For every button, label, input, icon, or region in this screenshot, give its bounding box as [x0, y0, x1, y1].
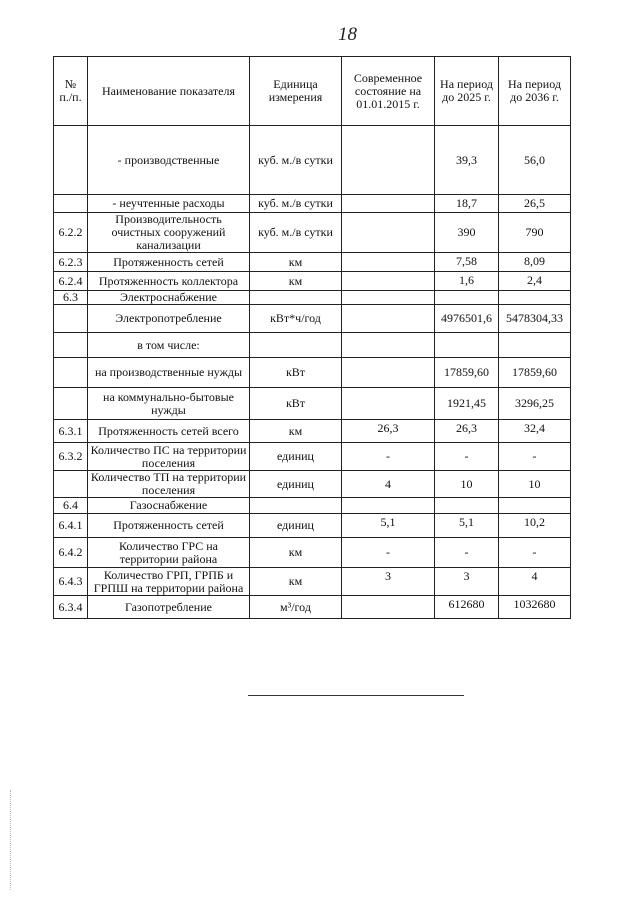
cell-num: 6.3.2: [54, 443, 88, 471]
cell-p2025: 1921,45: [435, 388, 499, 420]
cell-p2036: [499, 498, 571, 514]
cell-name: Электропотребление: [88, 305, 250, 333]
table-body: [54, 126, 571, 619]
cell-unit: км: [250, 568, 342, 596]
cell-unit: единиц: [250, 471, 342, 498]
cell-current: [342, 291, 435, 305]
cell-current: -: [342, 443, 435, 471]
cell-unit: [250, 291, 342, 305]
cell-unit: куб. м./в сутки: [250, 213, 342, 253]
cell-num: [54, 358, 88, 388]
table-row: [54, 126, 571, 195]
cell-name: - неучтенные расходы: [88, 195, 250, 213]
cell-name: Количество ГРП, ГРПБ и ГРПШ на территории района: [88, 568, 250, 596]
cell-current: -: [342, 538, 435, 568]
cell-p2036: 32,4: [499, 420, 571, 443]
table-row: [54, 358, 571, 388]
cell-num: 6.2.2: [54, 213, 88, 253]
cell-p2036: -: [499, 538, 571, 568]
cell-current: [342, 498, 435, 514]
cell-current: 3: [342, 568, 435, 596]
cell-name: на производственные нужды: [88, 358, 250, 388]
table-row: [54, 333, 571, 358]
cell-num: [54, 126, 88, 195]
cell-name: Газопотребление: [88, 596, 250, 619]
table-row: [54, 498, 571, 514]
cell-current: 4: [342, 471, 435, 498]
cell-num: 6.2.4: [54, 272, 88, 291]
cell-p2036: [499, 333, 571, 358]
cell-p2025: 5,1: [435, 514, 499, 538]
cell-unit: [250, 498, 342, 514]
cell-p2036: 5478304,33: [499, 305, 571, 333]
cell-p2025: 390: [435, 213, 499, 253]
cell-name: Электроснабжение: [88, 291, 250, 305]
cell-p2025: 17859,60: [435, 358, 499, 388]
cell-name: в том числе:: [88, 333, 250, 358]
cell-current: [342, 388, 435, 420]
cell-num: 6.3.4: [54, 596, 88, 619]
cell-unit: куб. м./в сутки: [250, 126, 342, 195]
cell-name: на коммунально-бытовые нужды: [88, 388, 250, 420]
cell-p2036: [499, 291, 571, 305]
cell-current: [342, 253, 435, 272]
cell-p2036: 4: [499, 568, 571, 596]
cell-num: [54, 333, 88, 358]
cell-p2025: [435, 333, 499, 358]
cell-num: 6.2.3: [54, 253, 88, 272]
cell-num: [54, 471, 88, 498]
table-row: [54, 253, 571, 272]
cell-unit: единиц: [250, 514, 342, 538]
cell-current: 5,1: [342, 514, 435, 538]
cell-unit: куб. м./в сутки: [250, 195, 342, 213]
cell-p2025: 26,3: [435, 420, 499, 443]
table-row: [54, 291, 571, 305]
header-current: Современное состояние на 01.01.2015 г.: [342, 57, 435, 126]
table-header-row: [54, 57, 571, 126]
cell-current: [342, 213, 435, 253]
header-unit: Единица измерения: [250, 57, 342, 126]
table-row: [54, 213, 571, 253]
cell-p2025: -: [435, 538, 499, 568]
cell-name: Количество ПС на территории поселения: [88, 443, 250, 471]
cell-p2025: 39,3: [435, 126, 499, 195]
cell-name: Газоснабжение: [88, 498, 250, 514]
cell-name: Количество ГРС на территории района: [88, 538, 250, 568]
cell-p2025: 1,6: [435, 272, 499, 291]
cell-unit: кВт: [250, 388, 342, 420]
cell-unit: м³/год: [250, 596, 342, 619]
table-row: [54, 443, 571, 471]
cell-name: - производственные: [88, 126, 250, 195]
cell-unit: км: [250, 420, 342, 443]
cell-num: [54, 195, 88, 213]
cell-name: Производительность очистных сооружений канализации: [88, 213, 250, 253]
header-num: № п./п.: [54, 57, 88, 126]
cell-p2036: 26,5: [499, 195, 571, 213]
cell-num: [54, 388, 88, 420]
cell-unit: км: [250, 253, 342, 272]
cell-p2025: 612680: [435, 596, 499, 619]
header-2025: На период до 2025 г.: [435, 57, 499, 126]
cell-p2025: -: [435, 443, 499, 471]
cell-current: [342, 272, 435, 291]
cell-current: [342, 126, 435, 195]
cell-name: Количество ТП на территории поселения: [88, 471, 250, 498]
cell-name: Протяженность коллектора: [88, 272, 250, 291]
cell-num: 6.4.3: [54, 568, 88, 596]
cell-p2036: 790: [499, 213, 571, 253]
cell-p2036: 17859,60: [499, 358, 571, 388]
table-row: [54, 596, 571, 619]
page-number: 18: [338, 24, 357, 45]
cell-p2036: -: [499, 443, 571, 471]
cell-name: Протяженность сетей: [88, 253, 250, 272]
cell-unit: км: [250, 272, 342, 291]
cell-name: Протяженность сетей: [88, 514, 250, 538]
cell-current: [342, 596, 435, 619]
cell-name: Протяженность сетей всего: [88, 420, 250, 443]
table-row: [54, 388, 571, 420]
cell-num: 6.3.1: [54, 420, 88, 443]
indicators-table: [53, 56, 571, 619]
table-row: [54, 195, 571, 213]
cell-p2036: 8,09: [499, 253, 571, 272]
cell-p2025: 3: [435, 568, 499, 596]
cell-current: [342, 333, 435, 358]
cell-unit: кВт*ч/год: [250, 305, 342, 333]
table-row: [54, 568, 571, 596]
margin-mark: [10, 790, 12, 890]
cell-num: 6.4: [54, 498, 88, 514]
cell-p2025: [435, 498, 499, 514]
cell-p2025: 18,7: [435, 195, 499, 213]
cell-current: [342, 358, 435, 388]
cell-p2036: 3296,25: [499, 388, 571, 420]
cell-unit: кВт: [250, 358, 342, 388]
cell-num: 6.4.1: [54, 514, 88, 538]
cell-current: [342, 195, 435, 213]
header-2036: На период до 2036 г.: [499, 57, 571, 126]
cell-unit: км: [250, 538, 342, 568]
cell-p2025: 7,58: [435, 253, 499, 272]
cell-current: [342, 305, 435, 333]
cell-unit: [250, 333, 342, 358]
cell-p2025: [435, 291, 499, 305]
cell-num: [54, 305, 88, 333]
bottom-rule: [248, 695, 464, 696]
table-row: [54, 420, 571, 443]
cell-p2036: 56,0: [499, 126, 571, 195]
table-row: [54, 272, 571, 291]
cell-p2036: 1032680: [499, 596, 571, 619]
cell-p2025: 10: [435, 471, 499, 498]
cell-p2036: 2,4: [499, 272, 571, 291]
table-row: [54, 305, 571, 333]
cell-p2036: 10,2: [499, 514, 571, 538]
table-row: [54, 514, 571, 538]
cell-p2036: 10: [499, 471, 571, 498]
cell-current: 26,3: [342, 420, 435, 443]
table-row: [54, 538, 571, 568]
cell-num: 6.4.2: [54, 538, 88, 568]
cell-p2025: 4976501,6: [435, 305, 499, 333]
cell-unit: единиц: [250, 443, 342, 471]
cell-num: 6.3: [54, 291, 88, 305]
table-row: [54, 471, 571, 498]
header-name: Наименование показателя: [88, 57, 250, 126]
